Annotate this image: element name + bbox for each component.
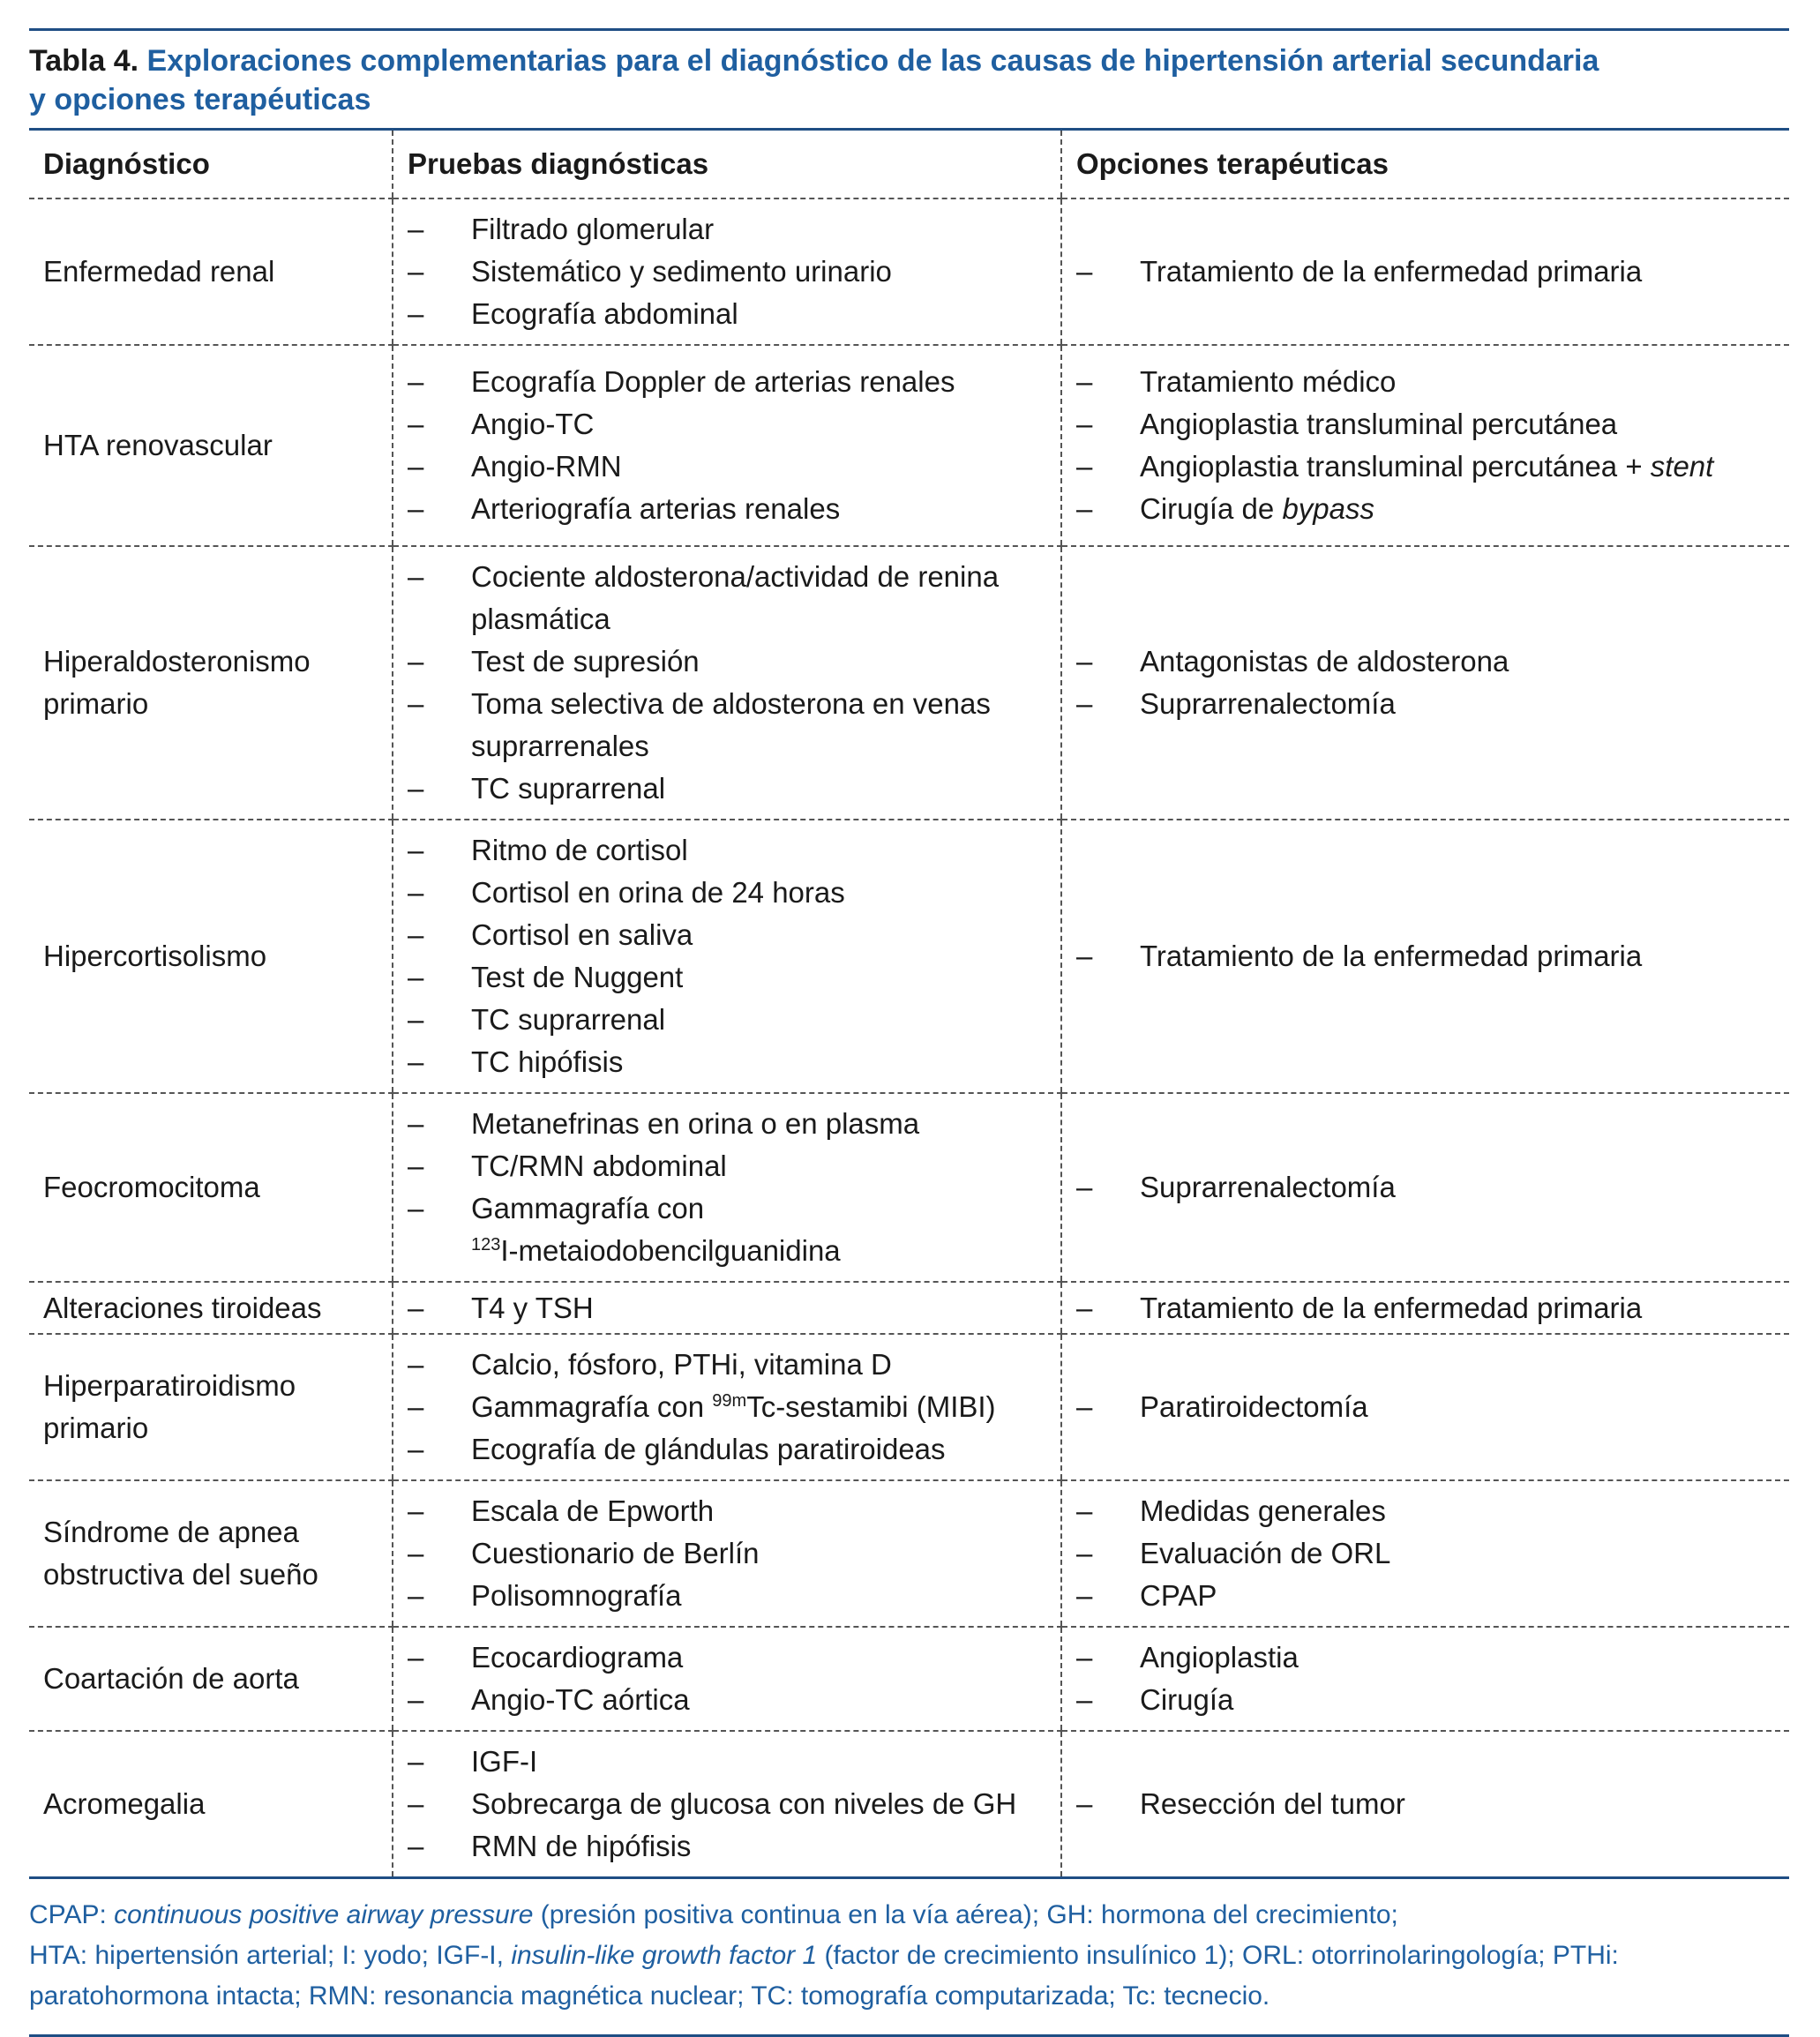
list-item: – Antagonistas de aldosterona <box>1076 645 1509 678</box>
list-item: – Angioplastia transluminal percutánea <box>1076 408 1618 440</box>
list-item: – Cuestionario de Berlín <box>408 1537 760 1569</box>
tests-cell <box>393 345 1061 546</box>
list-item: – Cirugía de bypass <box>1076 492 1374 525</box>
list-item: – Cociente aldosterona/actividad de renina plasmática <box>408 560 1000 635</box>
list-item: – Suprarrenalectomía <box>1076 1171 1396 1203</box>
diagnosis-cell: Feocromocitoma <box>29 1093 393 1282</box>
options-cell <box>1061 546 1789 820</box>
list-item: – Sistemático y sedimento urinario <box>408 255 892 288</box>
table-row <box>29 1093 1789 1282</box>
header-opciones: Opciones terapéuticas <box>1061 131 1789 198</box>
diagnosis-cell: Síndrome de apnea obstructiva del sueño <box>29 1480 393 1627</box>
list-item: – Calcio, fósforo, PTHi, vitamina D <box>408 1348 892 1381</box>
list-item: – Tratamiento de la enfermedad primaria <box>1076 255 1643 288</box>
tests-cell <box>393 1627 1061 1731</box>
list-item: – Tratamiento de la enfermedad primaria <box>1076 940 1643 972</box>
list-item: – Metanefrinas en orina o en plasma <box>408 1107 920 1140</box>
table-row <box>29 1282 1789 1334</box>
tests-cell <box>393 546 1061 820</box>
options-cell <box>1061 1093 1789 1282</box>
diagnosis-cell: Alteraciones tiroideas <box>29 1282 393 1334</box>
diagnosis-cell: Coartación de aorta <box>29 1627 393 1731</box>
list-item: – Angio-TC <box>408 408 595 440</box>
options-cell <box>1061 1334 1789 1480</box>
list-item: – Test de supresión <box>408 645 700 678</box>
tests-cell <box>393 820 1061 1093</box>
table-row <box>29 198 1789 345</box>
isotope-superscript: 99m <box>712 1391 747 1411</box>
header-diagnostico: Diagnóstico <box>29 131 393 198</box>
list-item: – Ecografía Doppler de arterias renales <box>408 365 955 398</box>
list-item: – Angioplastia <box>1076 1641 1299 1674</box>
diagnosis-cell: HTA renovascular <box>29 345 393 546</box>
list-item: – Cortisol en orina de 24 horas <box>408 876 845 909</box>
list-item: – Ecografía abdominal <box>408 297 738 330</box>
footnote: CPAP: continuous positive airway pressure (presión positiva continua en la vía aérea); GH: hormona del crecimiento; HTA: hipertensión arterial; I: yodo; IGF-I, insulin-like growth factor 1 (factor de crecimiento insulínico 1); ORL: otorrinolaringología; PTHi: paratohormona intacta; RMN: resonancia magnética nuclear; TC: tomografía computarizada; Tc: tecnecio. <box>29 1900 1619 2011</box>
table-title <box>29 31 1789 128</box>
title-line-2: y opciones terapéuticas <box>29 83 371 116</box>
list-item: – Ecocardiograma <box>408 1641 684 1674</box>
list-item: – Angioplastia transluminal percutánea + stent <box>1076 450 1714 483</box>
list-item: – Arteriografía arterias renales <box>408 492 841 525</box>
italic-term: stent <box>1650 450 1714 483</box>
list-item: – Cortisol en saliva <box>408 918 693 951</box>
list-item: – TC suprarrenal <box>408 1003 666 1036</box>
list-item: – Angio-TC aórtica <box>408 1683 690 1716</box>
list-item: – Gammagrafía con $^{123}$I-metaiodobencilguanidina <box>408 1192 841 1267</box>
diagnosis-cell: Hiperparatiroidismo primario <box>29 1334 393 1480</box>
options-cell <box>1061 1480 1789 1627</box>
table-figure <box>29 28 1789 2037</box>
list-item: – Tratamiento médico <box>1076 365 1397 398</box>
options-cell <box>1061 1731 1789 1876</box>
diagnosis-cell: Hipercortisolismo <box>29 820 393 1093</box>
list-item: – Gammagrafía con $^{99m}$Tc-sestamibi (MIBI) <box>408 1390 996 1423</box>
list-item: – Angio-RMN <box>408 450 622 483</box>
list-item: – TC hipófisis <box>408 1045 624 1078</box>
list-item: – Tratamiento de la enfermedad primaria <box>1076 1291 1643 1324</box>
isotope-superscript: 123 <box>471 1235 501 1254</box>
list-item: – CPAP <box>1076 1579 1217 1612</box>
header-row <box>29 131 1789 198</box>
list-item: – Polisomnografía <box>408 1579 682 1612</box>
tests-cell <box>393 198 1061 345</box>
list-item: – RMN de hipófisis <box>408 1830 692 1862</box>
options-cell <box>1061 198 1789 345</box>
list-item: – Filtrado glomerular <box>408 213 715 245</box>
table-row <box>29 1627 1789 1731</box>
list-item: – Test de Nuggent <box>408 961 684 993</box>
tests-cell <box>393 1731 1061 1876</box>
table-row <box>29 1480 1789 1627</box>
diagnosis-table <box>29 131 1789 1876</box>
diagnosis-cell: Hiperaldosteronismo primario <box>29 546 393 820</box>
table-row <box>29 820 1789 1093</box>
tests-cell <box>393 1282 1061 1334</box>
list-item: – Toma selectiva de aldosterona en venas suprarrenales <box>408 687 991 762</box>
diagnosis-cell: Acromegalia <box>43 1787 206 1820</box>
table-row <box>29 546 1789 820</box>
list-item: – Paratiroidectomía <box>1076 1390 1368 1423</box>
table-row <box>29 345 1789 546</box>
list-item: – Sobrecarga de glucosa con niveles de GH <box>408 1787 1017 1820</box>
list-item: – Ritmo de cortisol <box>408 834 688 866</box>
options-cell <box>1061 820 1789 1093</box>
diagnosis-cell: Enfermedad renal <box>29 198 393 345</box>
options-cell <box>1061 1282 1789 1334</box>
tests-cell <box>393 1334 1061 1480</box>
italic-term: bypass <box>1282 492 1374 525</box>
tests-cell <box>393 1093 1061 1282</box>
list-item: – IGF-I <box>408 1745 538 1778</box>
list-item: – Escala de Epworth <box>408 1494 715 1527</box>
list-item: – Medidas generales <box>1076 1494 1386 1527</box>
list-item: – TC/RMN abdominal <box>408 1150 727 1182</box>
list-item: – Resección del tumor <box>1076 1787 1405 1820</box>
list-item: – Ecografía de glándulas paratiroideas <box>408 1433 946 1465</box>
tests-cell <box>393 1480 1061 1627</box>
list-item: – Cirugía <box>1076 1683 1234 1716</box>
list-item: – TC suprarrenal <box>408 772 666 805</box>
options-cell <box>1061 1627 1789 1731</box>
table-label: Tabla 4. <box>29 44 139 78</box>
title-line-1: Exploraciones complementarias para el diagnóstico de las causas de hipertensión arterial secundaria <box>146 44 1599 78</box>
table-row <box>29 1731 1789 1876</box>
options-cell <box>1061 345 1789 546</box>
table-row <box>29 1334 1789 1480</box>
list-item: – Evaluación de ORL <box>1076 1537 1391 1569</box>
list-item: – Suprarrenalectomía <box>1076 687 1396 720</box>
header-pruebas: Pruebas diagnósticas <box>393 131 1061 198</box>
list-item: – T4 y TSH <box>408 1291 594 1324</box>
